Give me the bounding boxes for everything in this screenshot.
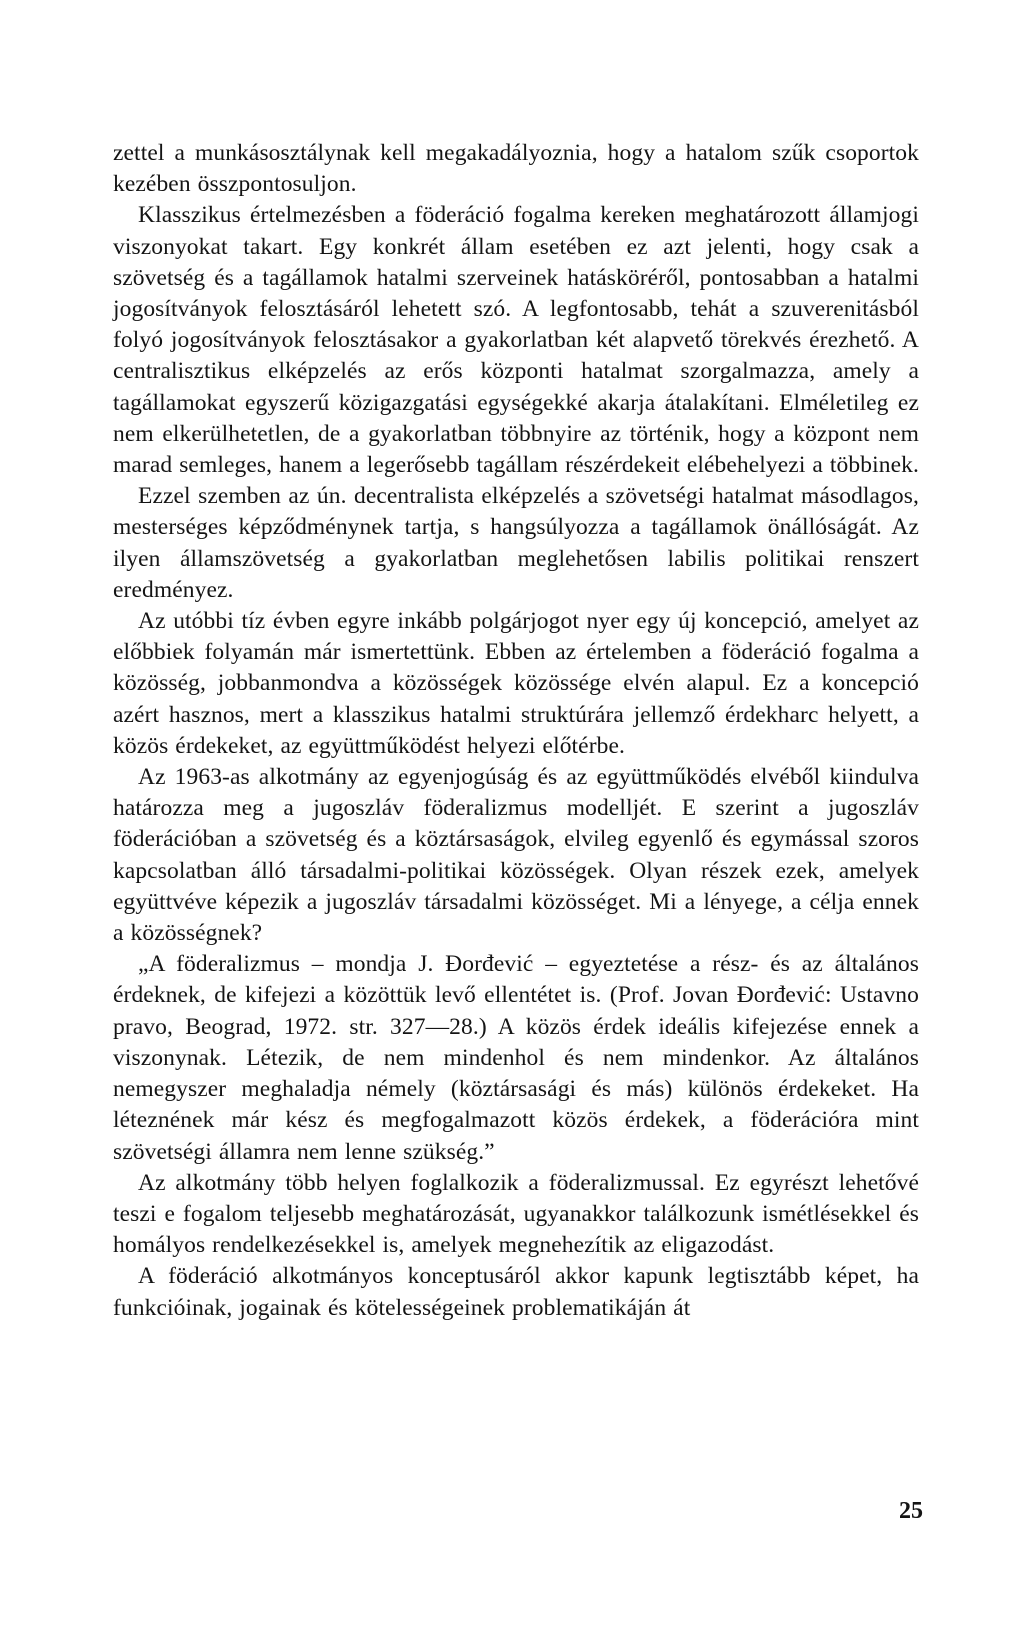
page-number: 25 xyxy=(899,1498,923,1524)
paragraph: Ezzel szemben az ún. decentralista elképzelés a szövetségi hatalmat másodlagos, mesterséges képződménynek tartja, s hangsúlyozza a tagállamok önállóságát. Az ilyen államszövetség a gyakorlatban meglehetősen labilis politikai renszert eredményez. xyxy=(113,483,919,603)
paragraph: Az alkotmány több helyen foglalkozik a föderalizmussal. Ez egyrészt lehetővé teszi e fogalom teljesebb meghatározását, ugyanakkor találkozunk ismétlésekkel és homályos rendelkezésekkel is, amelyek megnehezítik az eligazodást. xyxy=(113,1169,919,1259)
body-text xyxy=(113,138,919,1324)
paragraph: Az utóbbi tíz évben egyre inkább polgárjogot nyer egy új koncepció, amelyet az előbbiek folyamán már ismertettünk. Ebben az értelemben a föderáció fogalma a közösség, jobbanmondva a közösségek közössége elvén alapul. Ez a koncepció azért hasznos, mert a klasszikus hatalmi struktúrára jellemző érdekharc helyett, a közös érdekeket, az együttműködést helyezi előtérbe. xyxy=(113,608,919,759)
paragraph: Az 1963-as alkotmány az egyenjogúság és az együttműködés elvéből kiindulva határozza meg a jugoszláv föderalizmus modelljét. E szerint a jugoszláv föderációban a szövetség és a köztársaságok, elvileg egyenlő és egymással szoros kapcsolatban álló társadalmi-politikai közösségek. Olyan részek ezek, amelyek együttvéve képezik a jugoszláv társadalmi közösséget. Mi a lényege, a célja ennek a közösségnek? xyxy=(113,764,919,947)
quote-paragraph: „A föderalizmus – mondja J. Đorđević – egyeztetése a rész- és az általános érdeknek, de kifejezi a közöttük levő ellentétet is. (Prof. Jovan Đorđević: Ustavno pravo, Beograd, 1972. str. 327—28.) A közös érdek ideális kifejezése ennek a viszonynak. Létezik, de nem mindenhol és nem mindenkor. Az általános nemegyszer meghaladja némely (köztársasági és más) különös érdekeket. Ha léteznének már kész és megfogalmazott közös érdekek, a föderációra mint szövetségi államra nem lenne szükség.” xyxy=(113,951,919,1165)
paragraph: Klasszikus értelmezésben a föderáció fogalma kereken meghatározott államjogi viszonyokat takart. Egy konkrét állam esetében ez azt jelenti, hogy csak a szövetség és a tagállamok hatalmi szerveinek hatásköréről, pontosabban a hatalmi jogosítványok felosztásáról lehetett szó. A legfontosabb, tehát a szuverenitásból folyó jogosítványok felosztásakor a gyakorlatban két alapvető törekvés érezhető. A centralisztikus elképzelés az erős központi hatalmat szorgalmazza, amely a tagállamokat egyszerű közigazgatási egységekké akarja átalakítani. Elméletileg ez nem elkerülhetetlen, de a gyakorlatban többnyire az történik, hogy a központ nem marad semleges, hanem a legerősebb tagállam részérdekeit elébehelyezi a többinek. xyxy=(113,202,919,479)
paragraph: A föderáció alkotmányos konceptusáról akkor kapunk legtisztább képet, ha funkcióinak, jogainak és kötelességeinek problematikáján át xyxy=(113,1263,919,1321)
paragraph-continuation: zettel a munkásosztálynak kell megakadályoznia, hogy a hatalom szűk csoportok kezében összpontosuljon. xyxy=(113,140,919,198)
